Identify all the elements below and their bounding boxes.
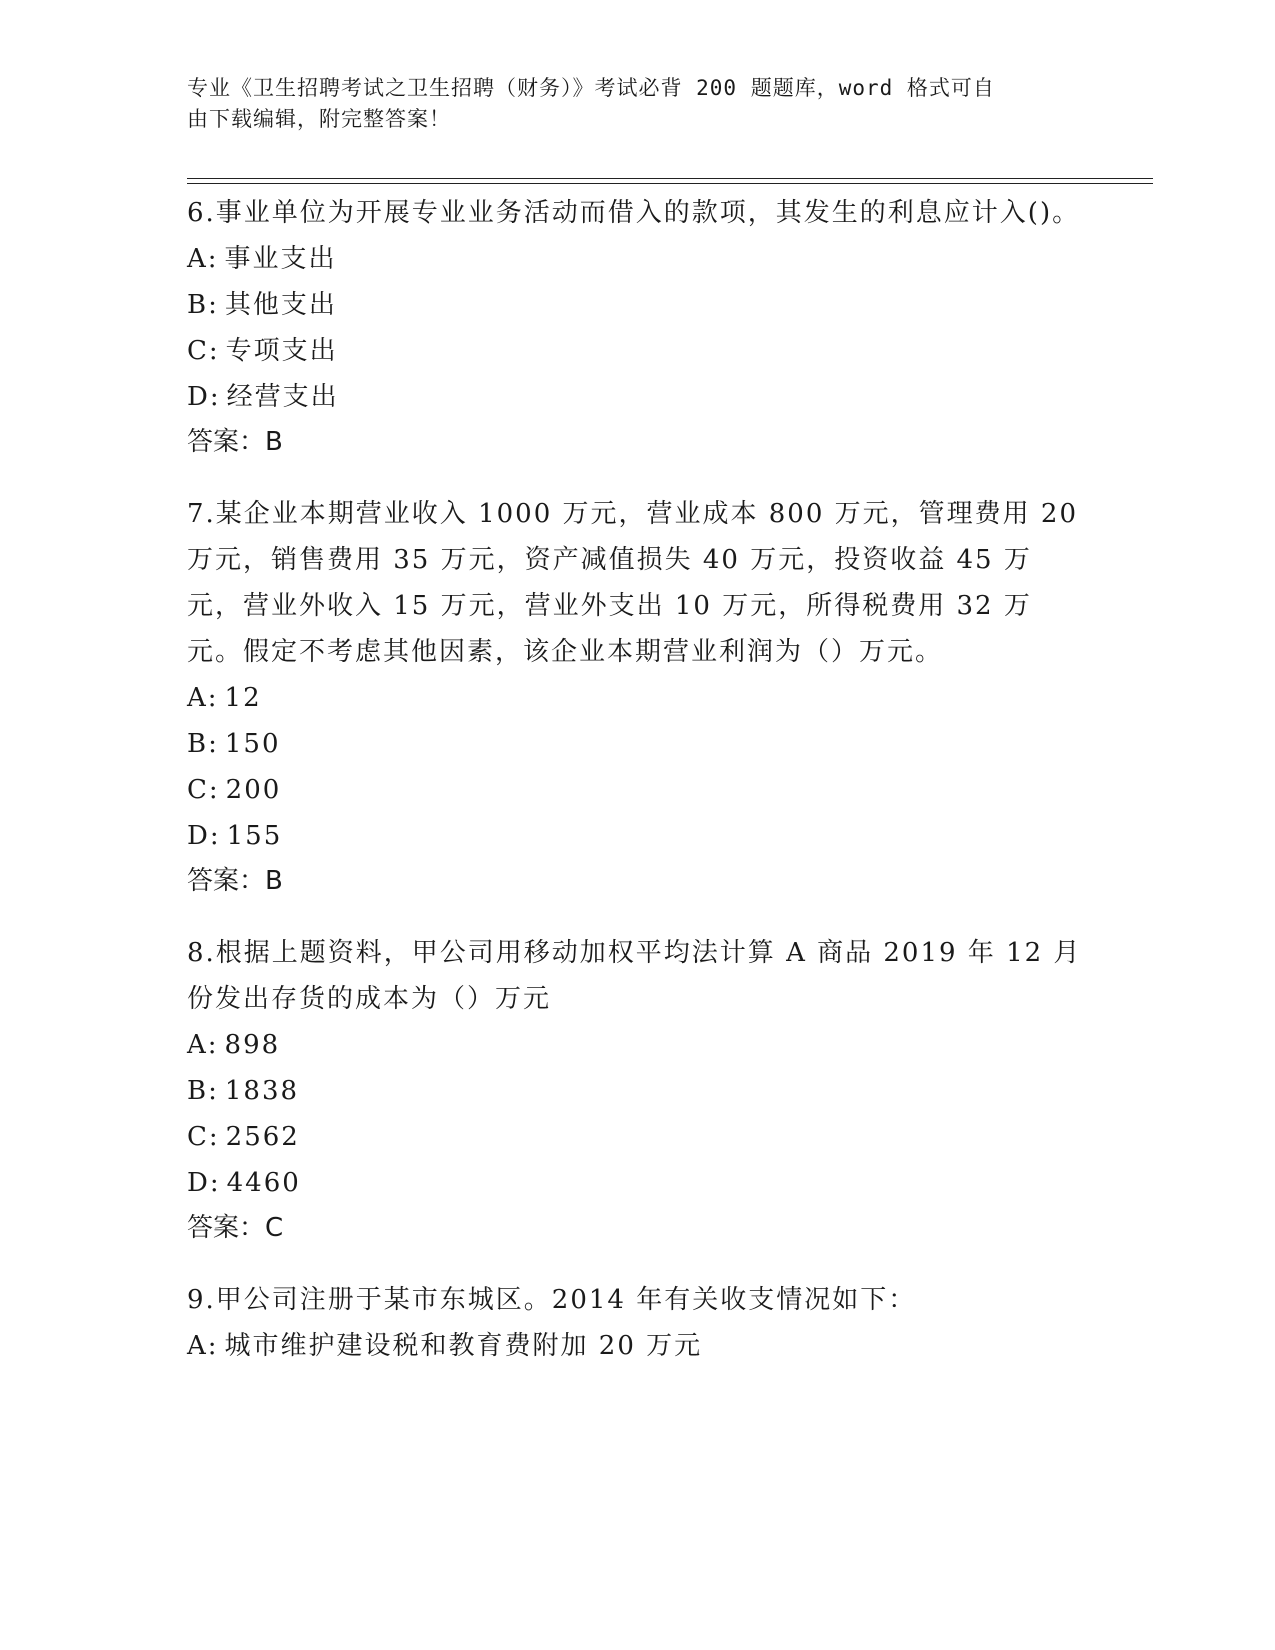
option-text: 其他支出 [224, 290, 337, 320]
question-stem: 9.甲公司注册于某市东城区。2014 年有关收支情况如下： [187, 1285, 917, 1315]
header-line-2: 由下载编辑，附完整答案！ [187, 107, 451, 131]
option-label: C: [187, 336, 220, 366]
document-header [187, 73, 1067, 135]
option-text: 200 [225, 775, 282, 805]
option-label: C: [187, 775, 220, 805]
option-a [187, 1323, 1087, 1369]
question-list [187, 190, 1087, 1396]
option-label: A: [187, 244, 219, 274]
option-text: 898 [224, 1030, 281, 1060]
header-divider-bottom [187, 183, 1153, 184]
option-text: 经营支出 [226, 382, 339, 412]
question-stem: 7.某企业本期营业收入 1000 万元，营业成本 800 万元，管理费用 20 万元，销售费用 35 万元，资产减值损失 40 万元，投资收益 45 万元，营业外收入 15 万元，营业外支出 10 万元，所得税费用 32 万元。假定不考虑其他因素，该企业本期营业利润为（）万元。 [187, 499, 1079, 667]
answer-line: 答案：B [187, 866, 283, 896]
option-label: C: [187, 1122, 220, 1152]
option-d [187, 1160, 1087, 1206]
option-a [187, 1022, 1087, 1068]
question-9 [187, 1277, 1087, 1369]
answer-line: 答案：B [187, 427, 283, 457]
option-text: 2562 [225, 1122, 300, 1152]
option-text: 城市维护建设税和教育费附加 20 万元 [224, 1331, 703, 1361]
option-text: 12 [224, 683, 262, 713]
option-d [187, 374, 1087, 420]
header-divider-top [187, 178, 1153, 179]
option-text: 事业支出 [224, 244, 337, 274]
option-b [187, 1068, 1087, 1114]
question-6 [187, 190, 1087, 464]
option-a [187, 675, 1087, 721]
option-text: 专项支出 [225, 336, 338, 366]
option-label: A: [187, 683, 219, 713]
option-text: 1838 [224, 1076, 300, 1106]
question-8 [187, 930, 1087, 1250]
question-stem: 8.根据上题资料，甲公司用移动加权平均法计算 A 商品 2019 年 12 月份发出存货的成本为（）万元 [187, 938, 1082, 1014]
option-c [187, 328, 1087, 374]
question-7 [187, 491, 1087, 903]
option-text: 4460 [226, 1168, 301, 1198]
option-label: B: [187, 290, 219, 320]
option-text: 155 [226, 821, 283, 851]
option-label: B: [187, 1076, 219, 1106]
option-a [187, 236, 1087, 282]
option-b [187, 721, 1087, 767]
option-text: 150 [224, 729, 281, 759]
option-label: D: [187, 382, 221, 412]
header-line-1: 专业《卫生招聘考试之卫生招聘（财务）》考试必背 200 题题库，word 格式可自 [187, 76, 995, 100]
option-label: A: [187, 1030, 219, 1060]
option-label: B: [187, 729, 219, 759]
option-b [187, 282, 1087, 328]
option-d [187, 813, 1087, 859]
option-c [187, 1114, 1087, 1160]
option-label: D: [187, 1168, 221, 1198]
answer-line: 答案：C [187, 1213, 284, 1243]
question-stem: 6.事业单位为开展专业业务活动而借入的款项，其发生的利息应计入()。 [187, 198, 1081, 228]
option-label: A: [187, 1331, 219, 1361]
option-c [187, 767, 1087, 813]
option-label: D: [187, 821, 221, 851]
